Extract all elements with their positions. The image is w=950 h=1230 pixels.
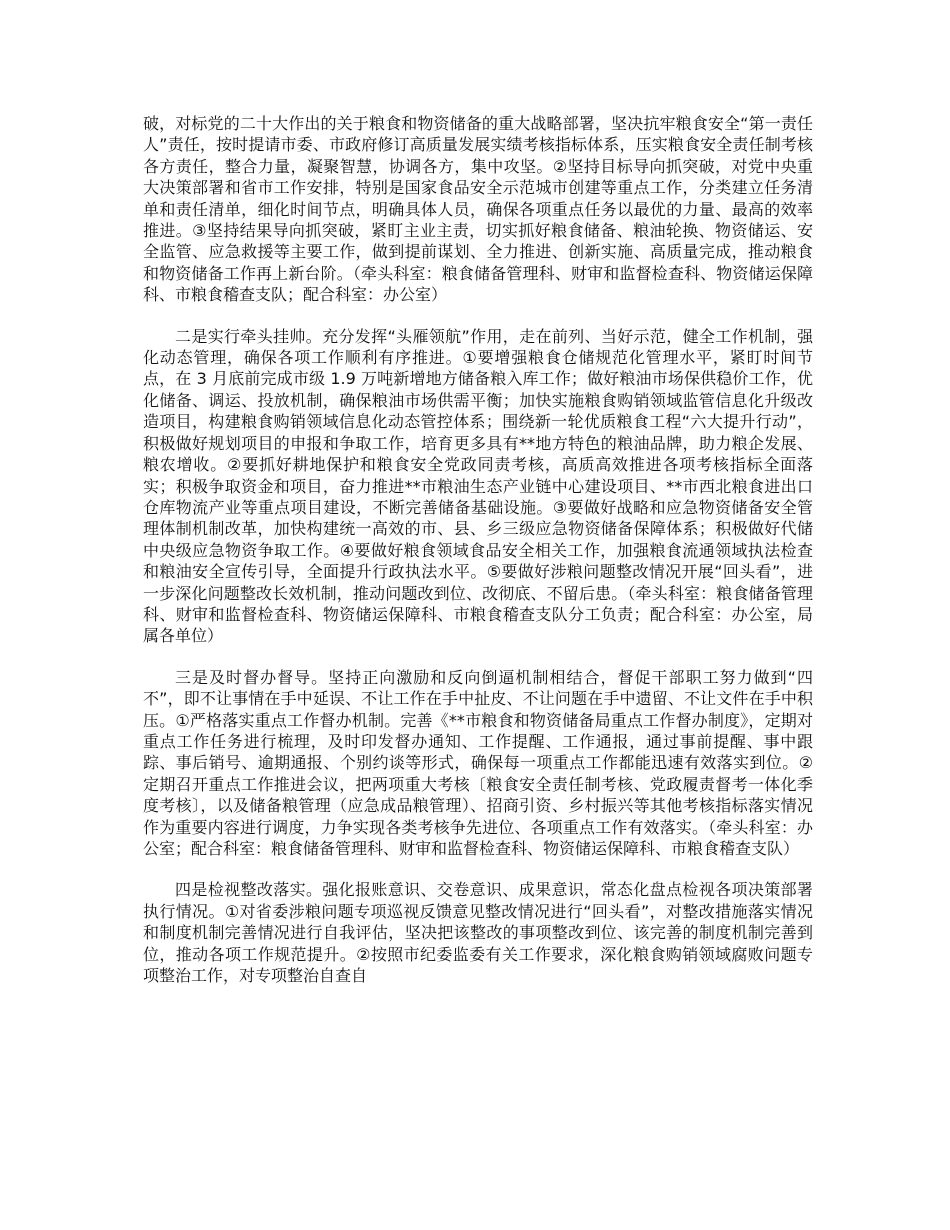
document-page bbox=[143, 113, 813, 1006]
paragraph-continued-intro: 破，对标党的二十大作出的关于粮食和物资储备的重大战略部署，坚决抗牢粮食安全“第一责任人”责任，按时提请市委、市政府修订高质量发展实绩考核指标体系，压实粮食安全责任制考核各方责任，整合力量，凝聚智慧，协调各方，集中攻坚。②坚持目标导向抓突破，对党中央重大决策部署和省市工作安排，特别是国家食品安全示范城市创建等重点工作，分类建立任务清单和责任清单，细化时间节点，明确具体人员，确保各项重点任务以最优的力量、最高的效率推进。③坚持结果导向抓突破，紧盯主业主责，切实抓好粮食储备、粮油轮换、物资储运、安全监管、应急救援等主要工作，做到提前谋划、全力推进、创新实施、高质量完成，推动粮食和物资储备工作再上新台阶。（牵头科室：粮食储备管理科、财审和监督检查科、物资储运保障科、市粮食稽查支队；配合科室：办公室） bbox=[143, 114, 813, 305]
paragraph-lead-responsibility: 二是实行牵头挂帅。充分发挥“头雁领航”作用，走在前列、当好示范，健全工作机制，强化动态管理，确保各项工作顺利有序推进。①要增强粮食仓储规范化管理水平，紧盯时间节点，在 3 月底前完成市级 1.9 万吨新增地方储备粮入库工作；做好粮油市场保供稳价工作，优化储备、调运、投放机制，确保粮油市场供需平衡；加快实施粮食购销领域监管信息化升级改造项目，构建粮食购销领域信息化动态管控体系；围绕新一轮优质粮食工程“六大提升行动”，积极做好规划项目的申报和争取工作，培育更多具有**地方特色的粮油品牌，助力粮企发展、粮农增收。②要抓好耕地保护和粮食安全党政同责考核，高质高效推进各项考核指标全面落实；积极争取资金和项目，奋力推进**市粮油生态产业链中心建设项目、**市西北粮食进出口仓库物流产业等重点项目建设，不断完善储备基础设施。③要做好战略和应急物资储备安全管理体制机制改革，加快构建统一高效的市、县、乡三级应急物资储备保障体系；积极做好代储中央级应急物资争取工作。④要做好粮食领域食品安全相关工作，加强粮食流通领域执法检查和粮油安全宣传引导，全面提升行政执法水平。⑤要做好涉粮问题整改情况开展“回头看”，进一步深化问题整改长效机制，推动问题改到位、改彻底、不留后患。（牵头科室：粮食储备管理科、财审和监督检查科、物资储运保障科、市粮食稽查支队分工负责；配合科室：办公室，局属各单位） bbox=[143, 326, 813, 646]
paragraph-rectification: 四是检视整改落实。强化报账意识、交卷意识、成果意识，常态化盘点检视各项决策部署执行情况。①对省委涉粮问题专项巡视反馈意见整改情况进行“回头看”，对整改措施落实情况和制度机制完善情况进行自我评估，坚决把该整改的事项整改到位、该完善的制度机制完善到位，推动各项工作规范提升。②按照市纪委监委有关工作要求，深化粮食购销领域腐败问题专项整治工作，对专项整治自查自 bbox=[143, 880, 813, 986]
paragraph-supervision: 三是及时督办督导。坚持正向激励和反向倒逼机制相结合，督促干部职工努力做到“四不”，即不让事情在手中延误、不让工作在手中扯皮、不让问题在手中遗留、不让文件在手中积压。①严格落实重点工作督办机制。完善《**市粮食和物资储备局重点工作督办制度》，定期对重点工作任务进行梳理，及时印发督办通知、工作提醒、工作通报，通过事前提醒、事中跟踪、事后销号、逾期通报、个别约谈等形式，确保每一项重点工作都能迅速有效落实到位。②定期召开重点工作推进会议，把两项重大考核〔粮食安全责任制考核、党政履责督考一体化季度考核〕，以及储备粮管理（应急成品粮管理）、招商引资、乡村振兴等其他考核指标落实情况作为重要内容进行调度，力争实现各类考核争先进位、各项重点工作有效落实。（牵头科室：办公室；配合科室：粮食储备管理科、财审和监督检查科、物资储运保障科、市粮食稽查支队） bbox=[143, 667, 813, 858]
